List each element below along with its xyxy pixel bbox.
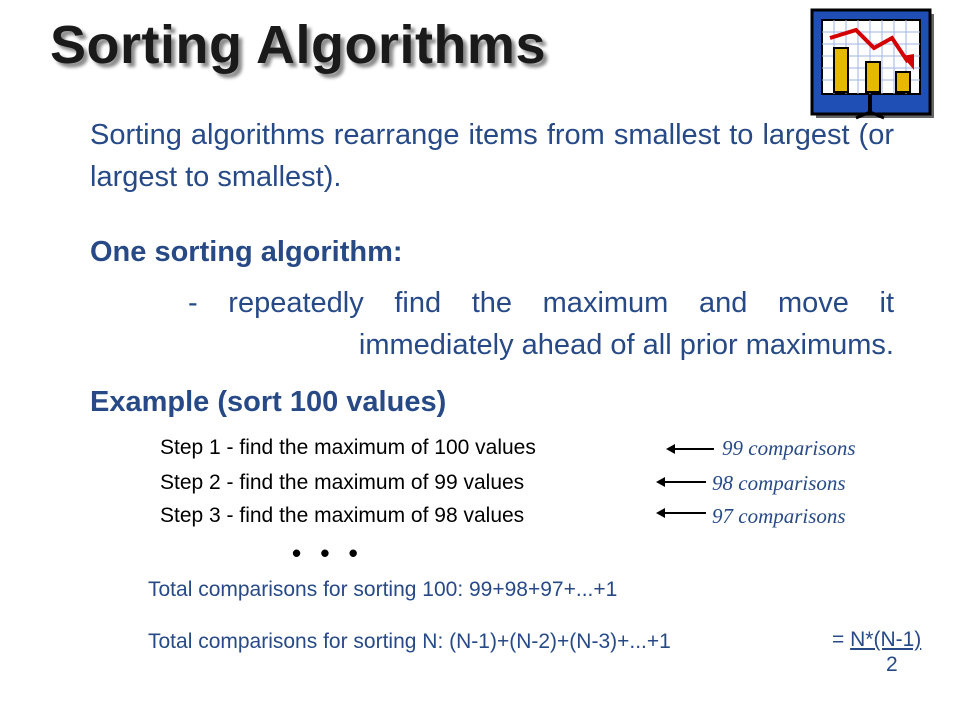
intro-paragraph: Sorting algorithms rearrange items from smallest to largest (or largest to smallest). [90, 119, 894, 193]
arrow-left-icon [658, 481, 706, 483]
formula-numerator: N*(N-1) [850, 628, 922, 651]
formula-equals: = [832, 628, 851, 651]
step-1-text: Step 1 - find the maximum of 100 values [160, 436, 536, 459]
step-2-text: Step 2 - find the maximum of 99 values [160, 471, 525, 494]
arrow-left-icon [658, 512, 706, 514]
ellipsis: • • • [292, 538, 364, 568]
slide-title: Sorting Algorithms [50, 15, 546, 75]
algorithm-line-1: - repeatedly find the maximum and move it [188, 287, 894, 319]
arrow-left-icon [668, 448, 714, 450]
step-1-comparisons: 99 comparisons [722, 436, 856, 460]
step-3-text: Step 3 - find the maximum of 98 values [160, 504, 525, 527]
total-comparisons-100: Total comparisons for sorting 100: 99+98+97+...+1 [148, 578, 618, 601]
total-comparisons-n: Total comparisons for sorting N: (N-1)+(N-2)+(N-3)+...+1 [148, 630, 671, 653]
step-2-comparisons: 98 comparisons [712, 471, 846, 495]
algorithm-heading: One sorting algorithm: [90, 236, 403, 268]
presentation-bar-chart-icon [810, 8, 936, 120]
formula-fraction [832, 628, 921, 652]
algorithm-description [188, 282, 894, 366]
step-3-comparisons: 97 comparisons [712, 504, 846, 528]
formula-denominator: 2 [886, 653, 898, 676]
algorithm-line-2: immediately ahead of all prior maximums. [358, 329, 894, 361]
example-heading: Example (sort 100 values) [90, 386, 447, 418]
